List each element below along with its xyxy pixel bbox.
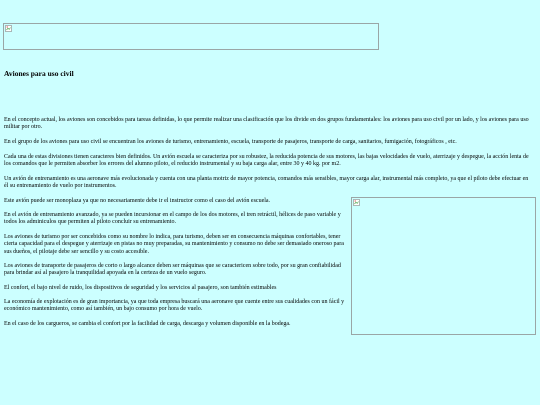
paragraph-monoplaza: Este avión puede ser monoplaza ya que no necesariamente debe ir el instructor como el caso del avión escuela. <box>4 198 271 204</box>
broken-image-icon <box>353 199 360 206</box>
page-title: Aviones para uso civil <box>4 69 74 78</box>
paragraph-grupo-civil: En el grupo de los aviones para uso civil se encuentran los aviones de turismo, entrenamiento, escuela, transporte de pasajeros, transporte de carga, sanitarios, fumigación, fotográficos , etc. <box>4 139 457 145</box>
paragraph-avion-entrenamiento: Un avión de entrenamiento es una aeronave más evolucionada y cuenta con una planta motriz de mayor potencia, comandos más sensibles, mayor carga alar, instrumental más completo, ya que el piloto debe efectuar en él su entrenamiento de vuelo por instrumentos. <box>4 176 529 190</box>
paragraph-economia: La economía de explotación es de gran importancia, ya que toda empresa buscará una aeronave que cuente entre sus cualidades con un fácil y económico mantenimiento, como así también, un bajo consumo por hora de vuelo. <box>4 299 345 313</box>
header-banner-image <box>3 23 379 50</box>
broken-image-icon <box>5 25 12 32</box>
paragraph-transporte-pasajeros: Los aviones de transporte de pasajeros de corto o largo alcance deben ser máquinas que se caractericen sobre todo, por su gran confiabilidad para brindar así al pasajero la tranquilidad apoyada en la certeza de un vuelo seguro. <box>4 263 341 277</box>
paragraph-entrenamiento-avanzado: En el avión de entrenamiento avanzado, ya se pueden incursionar en el campo de los dos motores, el tren retráctil, hélices de paso variable y todos los adminiculos que permiten al piloto concluir su entrenamiento. <box>4 212 341 226</box>
paragraph-avion-escuela: Cada una de estas divisiones tienen caracteres bien definidos. Un avión escuela se caracteriza por su robustez, la reducida potencia de sus motores, las bajas velocidades de vuelo, aterrizaje y despegue, la acción lenta de los comandos que le permiten absorber los errores del alumno piloto, el reducido instrumental y su baja carga alar, entre 30 y 40 kg. por m2. <box>4 154 529 168</box>
paragraph-concepto: En el concepto actual, los aviones son concebidos para tareas definidas, lo que permite realizar una clasificación que los divide en dos grupos fundamentales: los aviones para uso civil por un lado, y los aviones para uso militar por otro. <box>4 117 529 131</box>
paragraph-cargueros: En el caso de los cargueros, se cambia el confort por la facilidad de carga, descarga y volumen disponible en la bodega. <box>4 321 291 327</box>
paragraph-turismo: Los aviones de turismo por ser concebidos como su nombre lo indica, para turismo, deben ser en consecuencia máquinas confortables, tener cierta capacidad para el despegue y aterrizaje en pistas no muy preparadas, su mantenimiento y consumo no debe ser demasiado oneroso para sus dueños, el pilotaje debe ser sencillo y su costo accesible. <box>4 234 344 255</box>
side-image <box>351 197 536 335</box>
paragraph-confort: El confort, el bajo nivel de ruido, los dispositivos de seguridad y los servicios al pasajero, son también estimables <box>4 285 277 291</box>
